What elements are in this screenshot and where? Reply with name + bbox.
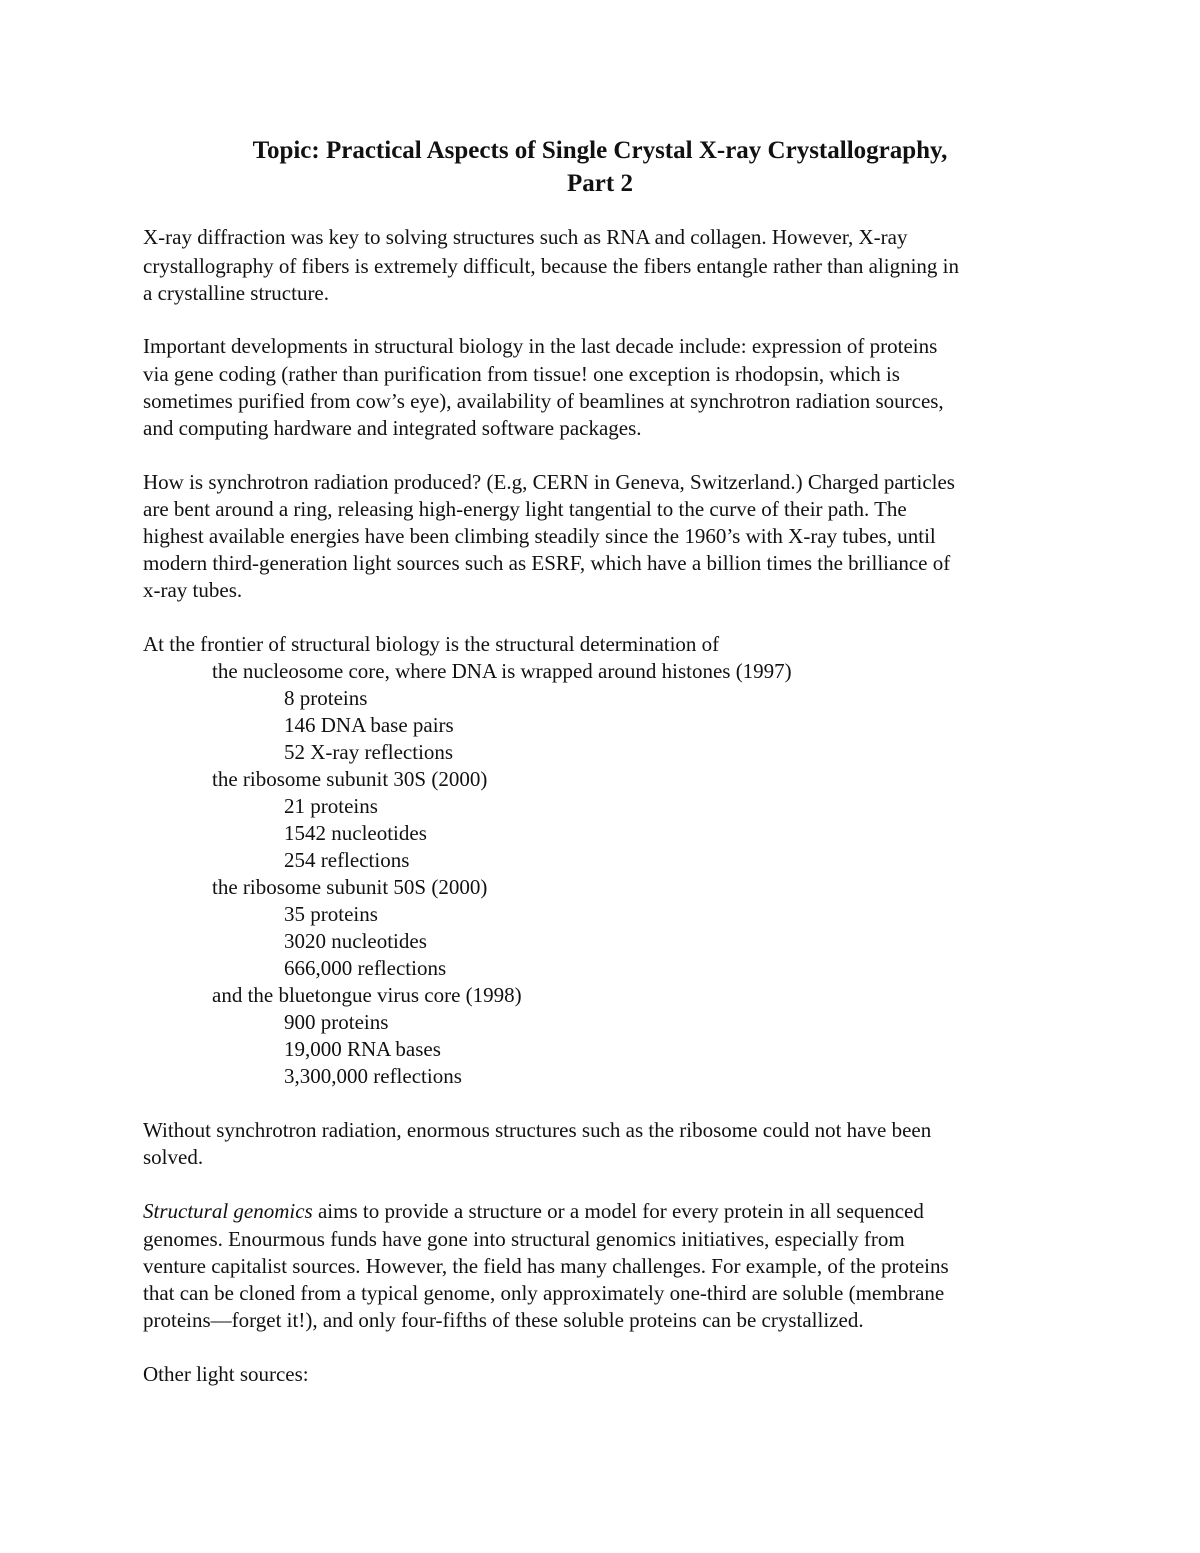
structure-detail: 19,000 RNA bases xyxy=(284,1037,441,1061)
structure-detail: 21 proteins xyxy=(284,794,378,818)
paragraph-line: a crystalline structure. xyxy=(143,281,330,305)
paragraph-line: proteins—forget it!), and only four-fifths of these soluble proteins can be crystallized. xyxy=(143,1308,864,1332)
paragraph-line: and computing hardware and integrated software packages. xyxy=(143,416,642,440)
paragraph-line: Important developments in structural biology in the last decade include: expression of proteins xyxy=(143,334,938,358)
structure-detail: 1542 nucleotides xyxy=(284,821,427,845)
paragraph-line: genomes. Enourmous funds have gone into structural genomics initiatives, especially from xyxy=(143,1227,905,1251)
structure-detail: 3,300,000 reflections xyxy=(284,1064,462,1088)
structure-detail: 8 proteins xyxy=(284,686,368,710)
paragraph-line: highest available energies have been climbing steadily since the 1960’s with X-ray tubes, until xyxy=(143,524,936,548)
paragraph-line: X-ray diffraction was key to solving structures such as RNA and collagen. However, X-ray xyxy=(143,225,908,249)
term-structural-genomics: Structural genomics xyxy=(143,1199,313,1223)
structure-detail: 254 reflections xyxy=(284,848,410,872)
paragraph-line: Without synchrotron radiation, enormous structures such as the ribosome could not have been xyxy=(143,1118,932,1142)
paragraph-line: are bent around a ring, releasing high-energy light tangential to the curve of their path. The xyxy=(143,497,907,521)
structure-detail: 35 proteins xyxy=(284,902,378,926)
frontier-intro: At the frontier of structural biology is the structural determination of xyxy=(143,632,720,656)
structure-item: the ribosome subunit 50S (2000) xyxy=(212,875,488,899)
structure-detail: 52 X-ray reflections xyxy=(284,740,454,764)
page-title: Topic: Practical Aspects of Single Crystal X-ray Crystallography, xyxy=(252,137,948,164)
paragraph-line: crystallography of fibers is extremely difficult, because the fibers entangle rather than aligning in xyxy=(143,254,959,278)
paragraph-line: solved. xyxy=(143,1145,204,1169)
paragraph-line xyxy=(143,1198,924,1224)
paragraph-line: that can be cloned from a typical genome, only approximately one-third are soluble (membrane xyxy=(143,1281,945,1305)
structure-item: the nucleosome core, where DNA is wrapped around histones (1997) xyxy=(212,659,792,683)
paragraph-line: How is synchrotron radiation produced? (E.g, CERN in Geneva, Switzerland.) Charged particles xyxy=(143,470,955,494)
paragraph-line: modern third-generation light sources such as ESRF, which have a billion times the brilliance of xyxy=(143,551,951,575)
structure-detail: 900 proteins xyxy=(284,1010,389,1034)
structure-detail: 146 DNA base pairs xyxy=(284,713,454,737)
paragraph-line: venture capitalist sources. However, the field has many challenges. For example, of the proteins xyxy=(143,1254,949,1278)
section-lead: Other light sources: xyxy=(143,1362,309,1386)
paragraph-line: via gene coding (rather than purification from tissue! one exception is rhodopsin, which is xyxy=(143,362,900,386)
paragraph-line: sometimes purified from cow’s eye), availability of beamlines at synchrotron radiation sources, xyxy=(143,389,944,413)
paragraph-text: aims to provide a structure or a model for every protein in all sequenced xyxy=(312,1199,924,1223)
structure-detail: 666,000 reflections xyxy=(284,956,447,980)
paragraph-line: x-ray tubes. xyxy=(143,578,243,602)
page-title-part: Part 2 xyxy=(567,170,633,197)
structure-item: the ribosome subunit 30S (2000) xyxy=(212,767,488,791)
structure-detail: 3020 nucleotides xyxy=(284,929,427,953)
structure-item: and the bluetongue virus core (1998) xyxy=(212,983,522,1007)
